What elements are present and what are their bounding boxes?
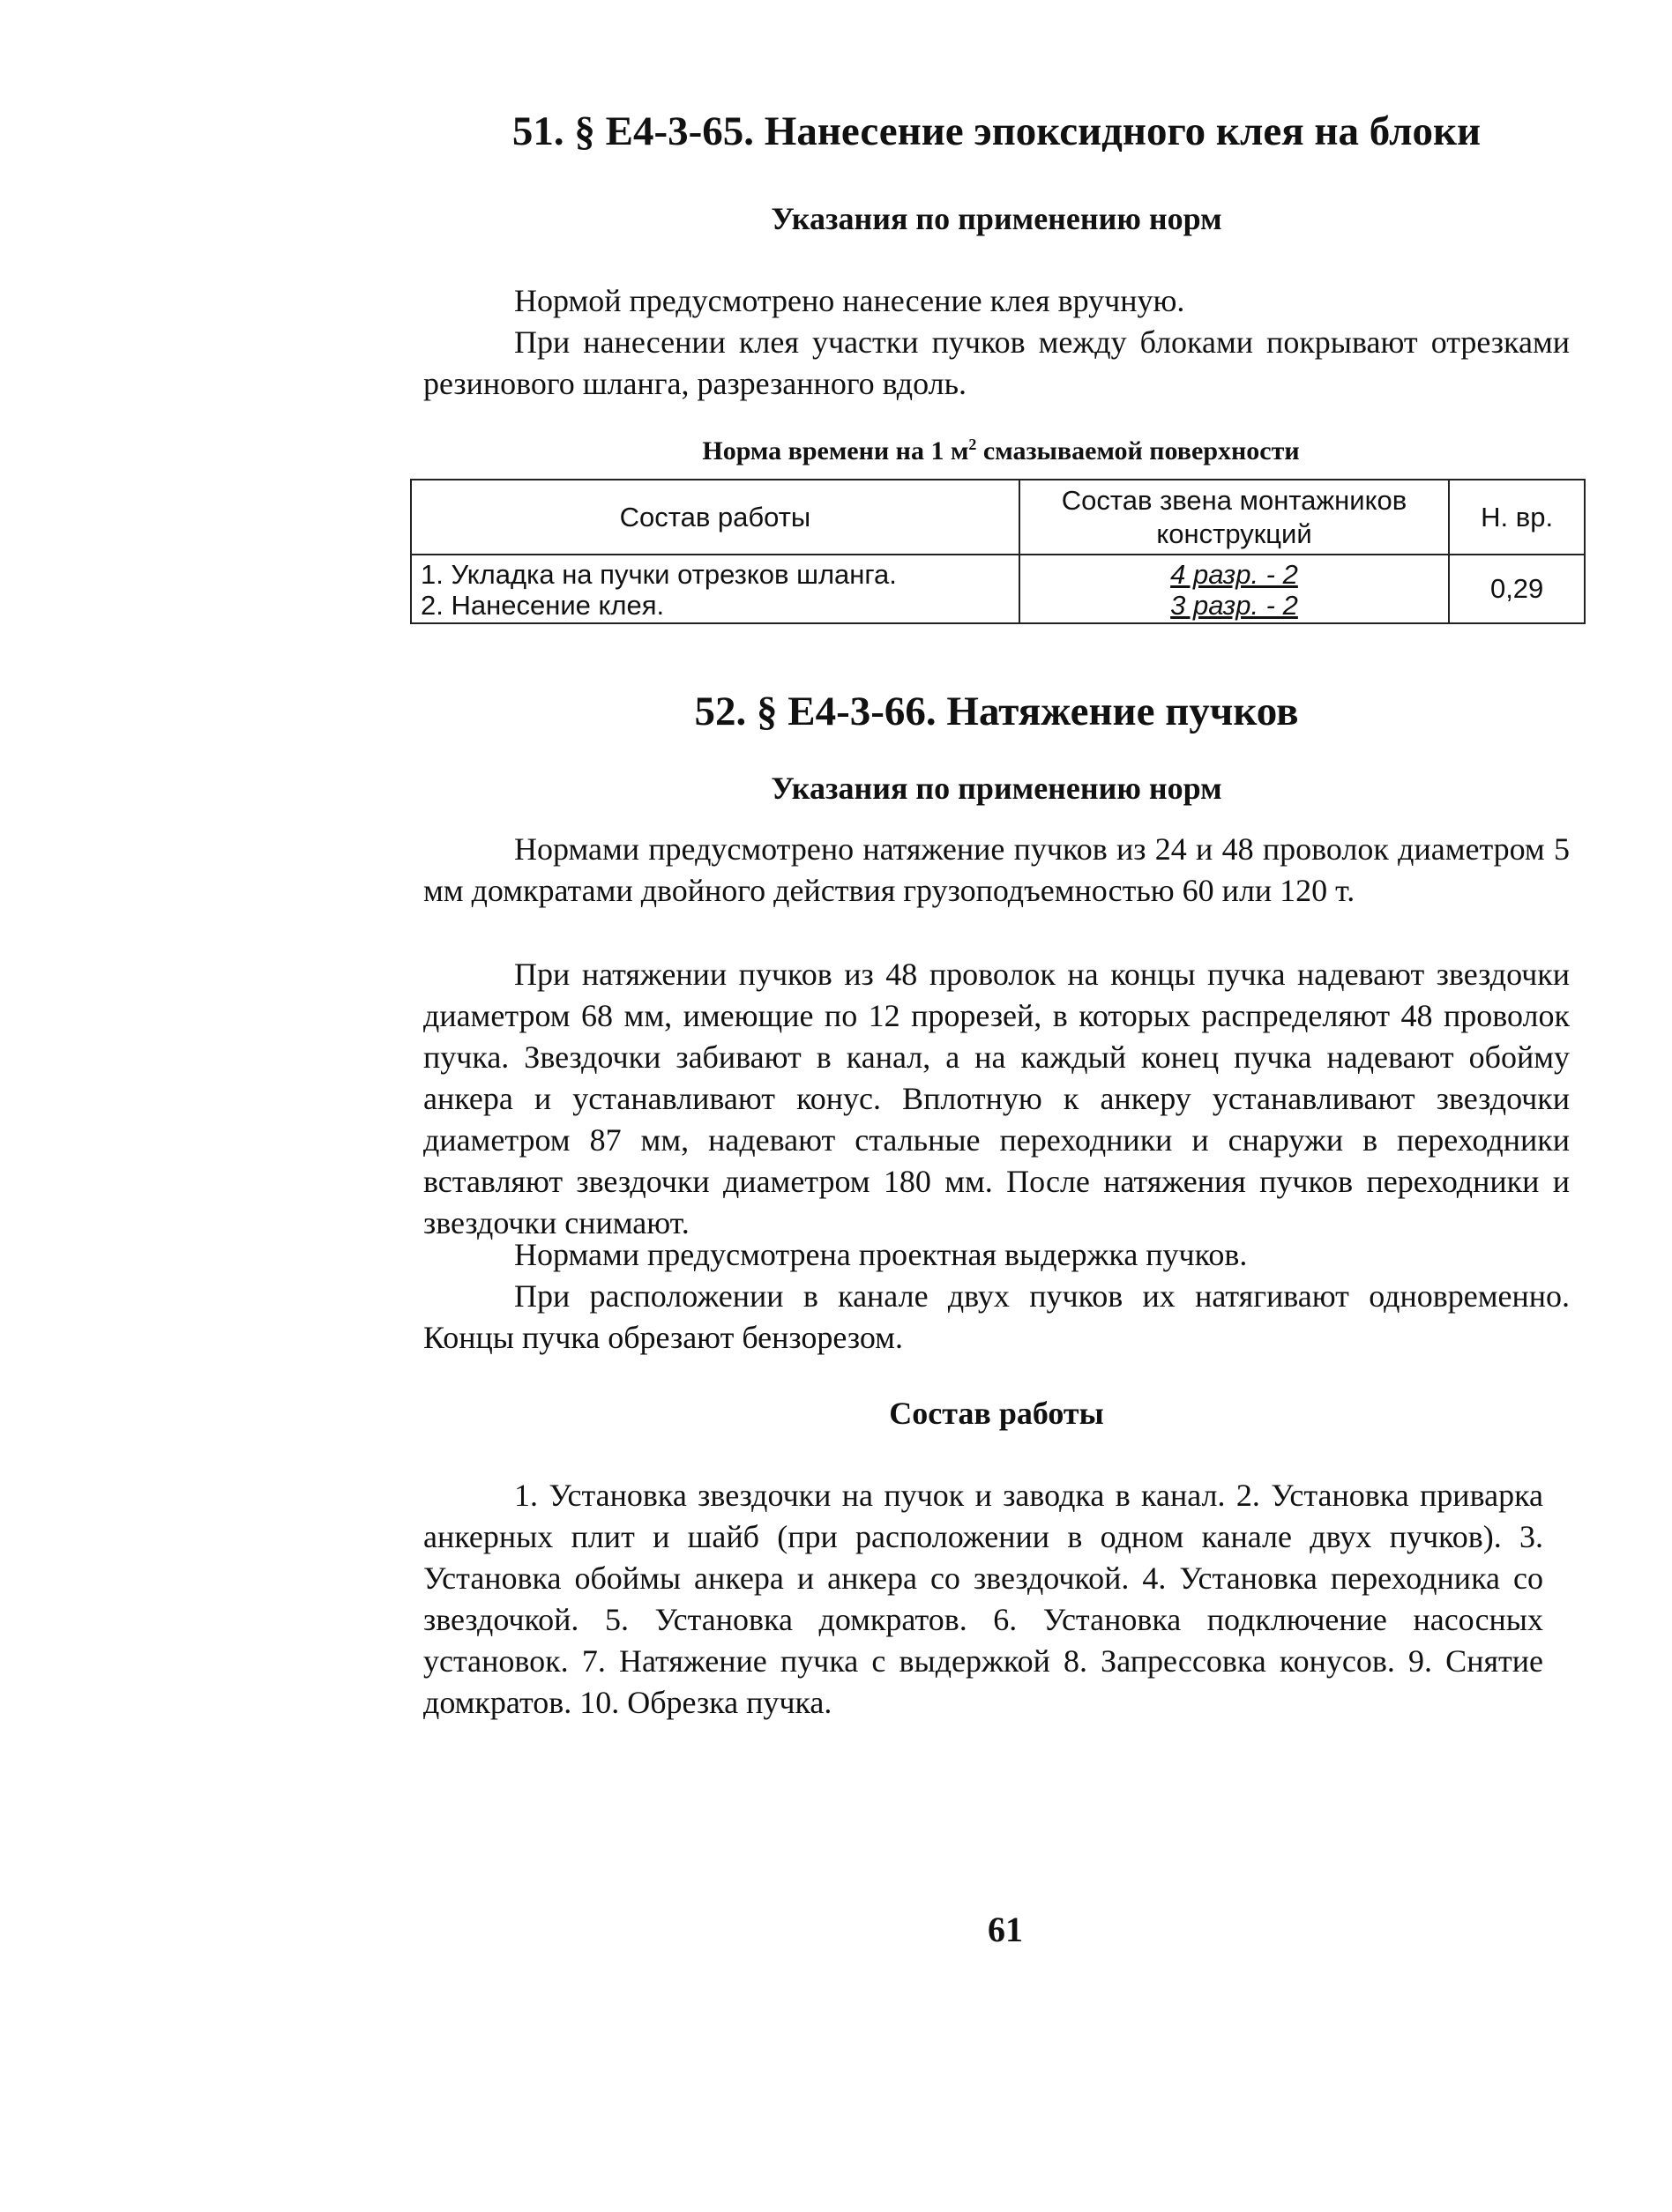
header-work: Состав работы: [411, 480, 1019, 555]
section-52-subtitle: Указания по применению норм: [771, 771, 1222, 806]
page-number: 61: [988, 1910, 1023, 1949]
section-52-paragraph-1: Нормами предусмотрено натяжение пучков из 24 и 48 проволок диаметром 5 мм домкратами двойного действия грузоподъемностью 60 или 120 т.: [423, 831, 1570, 908]
work-item-2: 2. Нанесение клея.: [421, 590, 665, 621]
work-composition-heading: Состав работы: [889, 1396, 1104, 1431]
section-51-paragraph-2: При нанесении клея участки пучков между блоками покрывают отрезками резинового шланга, разрезанного вдоль.: [423, 324, 1570, 401]
table-cell-work: [411, 555, 1019, 623]
section-52-paragraph-3: Нормами предусмотрена проектная выдержка пучков.: [514, 1237, 1248, 1272]
table-header-row: [411, 480, 1585, 555]
table-caption-prefix: Норма времени на 1 м: [702, 436, 969, 465]
table-cell-norm: 0,29: [1449, 555, 1585, 623]
section-52-paragraph-2: При натяжении пучков из 48 проволок на концы пучка надевают звездочки диаметром 68 мм, имеющие по 12 прорезей, в которых распределяют 48 проволок пучка. Звездочки забивают в канал, а на каждый конец пучка надевают обойму анкера и устанавливают конус. Вплотную к анкеру устанавливают звездочки диаметром 87 мм, надевают стальные переходники и снаружи в переходники вставляют звездочки диаметром 180 мм. После натяжения пучков переходники и звездочки снимают.: [423, 957, 1570, 1240]
table-cell-crew: [1019, 555, 1449, 623]
crew-item-1: 4 разр. - 2: [1170, 559, 1298, 590]
norm-table: [410, 479, 1586, 624]
table-caption: [414, 436, 1587, 466]
header-norm: Н. вр.: [1449, 480, 1585, 555]
work-composition-text: 1. Установка звездочки на пучок и заводка в канал. 2. Установка приварка анкерных плит и шайб (при расположении в одном канале двух пучков). 3. Установка обоймы анкера и анкера со звездочкой. 4. Установка переходника со звездочкой. 5. Установка домкратов. 6. Установка подключение насосных установок. 7. Натяжение пучка с выдержкой 8. Запрессовка конусов. 9. Снятие домкратов. 10. Обрезка пучка.: [423, 1478, 1543, 1720]
table-caption-superscript: 2: [968, 436, 977, 453]
section-52-paragraph-4: При расположении в канале двух пучков их натягивают одновременно. Концы пучка обрезают бензорезом.: [423, 1278, 1570, 1355]
crew-item-2: 3 разр. - 2: [1170, 590, 1298, 621]
section-52-title: 52. § Е4-3-66. Натяжение пучков: [694, 689, 1299, 734]
work-item-1: 1. Укладка на пучки отрезков шланга.: [421, 559, 897, 590]
table-caption-suffix: смазываемой поверхности: [976, 436, 1300, 465]
section-51-subtitle: Указания по применению норм: [771, 201, 1222, 236]
table-row: [411, 555, 1585, 623]
section-51-paragraph-1: Нормой предусмотрено нанесение клея вручную.: [514, 283, 1185, 318]
header-crew: Состав звена монтажников конструкций: [1019, 480, 1449, 555]
section-51-title: 51. § Е4-3-65. Нанесение эпоксидного клея на блоки: [511, 108, 1482, 154]
